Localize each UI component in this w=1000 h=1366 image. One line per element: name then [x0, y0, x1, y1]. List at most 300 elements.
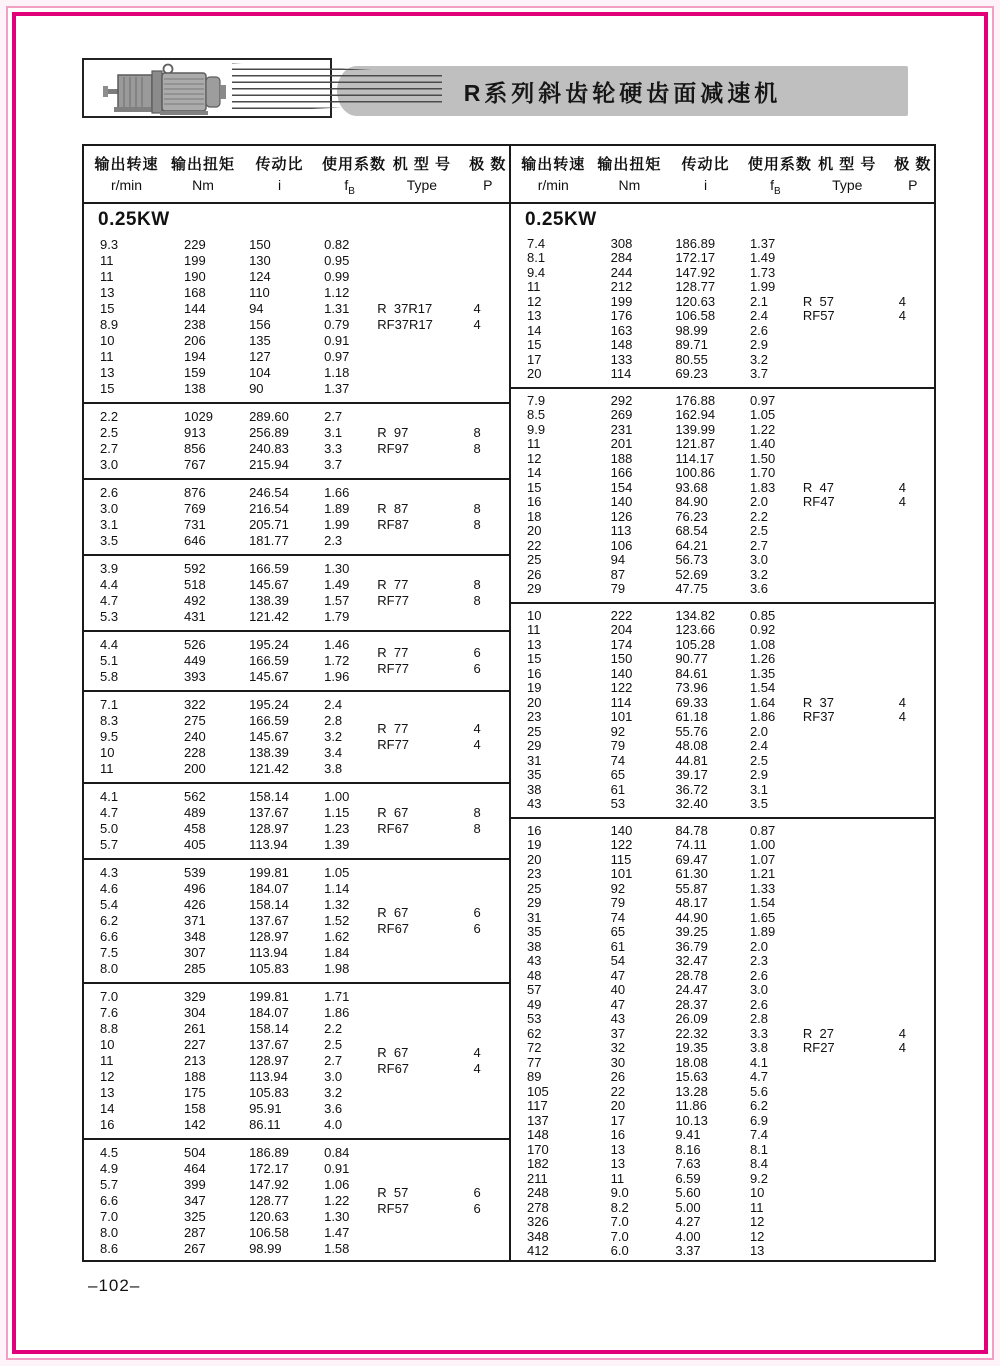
cell-output-torque: 37 [610, 1025, 626, 1041]
cell-service-factor: 1.30 [324, 560, 350, 576]
cell-output-torque: 347 [184, 1192, 206, 1208]
header-poles: 极 数 [469, 156, 507, 173]
cell-ratio: 246.54 [249, 484, 289, 500]
type-designations [377, 637, 466, 685]
cell-ratio: 4.27 [675, 1214, 701, 1230]
cell-output-speed: 4.7 [100, 804, 119, 820]
cell-ratio: 39.25 [675, 924, 708, 940]
cell-ratio: 18.08 [675, 1054, 708, 1070]
cell-output-torque: 190 [184, 268, 206, 284]
cell-service-factor: 1.00 [749, 837, 776, 853]
cell-output-torque: 79 [610, 895, 626, 911]
cell-output-speed: 11 [527, 436, 541, 452]
cell-service-factor: 5.6 [749, 1083, 769, 1099]
poles-values [467, 1145, 510, 1257]
cell-output-speed: 14 [527, 465, 542, 481]
cell-output-speed: 4.3 [100, 864, 119, 880]
type-designation: RF37 [802, 709, 835, 725]
cell-output-torque: 92 [610, 723, 626, 739]
cell-ratio: 113.94 [249, 836, 288, 852]
cell-output-torque: 399 [184, 1176, 206, 1192]
cell-ratio: 215.94 [249, 456, 289, 472]
poles-values [467, 697, 510, 777]
cell-ratio: 13.28 [675, 1083, 708, 1099]
cell-output-speed: 29 [527, 895, 542, 911]
cell-ratio: 195.24 [249, 696, 289, 712]
cell-ratio: 47.75 [675, 581, 708, 597]
cell-output-torque: 731 [184, 516, 206, 532]
cell-output-torque: 140 [610, 494, 633, 510]
cell-output-speed: 12 [527, 293, 542, 309]
cell-ratio: 172.17 [675, 250, 716, 266]
cell-ratio: 22.32 [675, 1025, 708, 1041]
cell-ratio: 145.67 [249, 668, 289, 684]
cell-output-torque: 464 [184, 1160, 206, 1176]
cell-service-factor: 2.3 [324, 532, 343, 548]
cell-service-factor: 4.7 [749, 1069, 769, 1085]
cell-output-speed: 10 [527, 607, 542, 623]
cell-output-torque: 26 [610, 1069, 626, 1085]
type-designations [803, 237, 892, 382]
cell-service-factor: 3.8 [324, 760, 343, 776]
type-designations [803, 609, 892, 812]
poles-count: 4 [898, 494, 906, 510]
cell-output-speed: 16 [100, 1116, 115, 1132]
cell-output-speed: 2.7 [100, 440, 119, 456]
cell-output-torque: 40 [610, 982, 626, 998]
cell-service-factor: 3.2 [324, 728, 343, 744]
cell-service-factor: 1.58 [324, 1240, 350, 1256]
cell-output-torque: 646 [184, 532, 206, 548]
cell-output-torque: 65 [610, 767, 626, 783]
cell-output-torque: 6.0 [610, 1243, 629, 1259]
cell-ratio: 98.99 [675, 322, 708, 338]
cell-output-speed: 13 [100, 284, 115, 300]
cell-output-speed: 5.3 [100, 608, 119, 624]
type-designation: R 97 [377, 424, 409, 440]
cell-service-factor: 1.12 [324, 284, 350, 300]
cell-ratio: 95.91 [249, 1100, 282, 1116]
cell-output-torque: 61 [610, 938, 626, 954]
cell-output-torque: 504 [184, 1144, 206, 1160]
spec-rows [84, 1145, 377, 1257]
cell-output-torque: 371 [184, 912, 206, 928]
cell-output-speed: 8.0 [100, 1224, 119, 1240]
spec-block [84, 690, 509, 782]
cell-output-speed: 11 [527, 279, 541, 295]
header-model-type: 机 型 号 [392, 156, 452, 173]
cell-service-factor: 1.40 [749, 436, 776, 452]
poles-count: 8 [473, 804, 481, 820]
cell-service-factor: 1.39 [324, 836, 350, 852]
cell-ratio: 128.97 [249, 820, 289, 836]
spec-block [84, 858, 509, 982]
cell-ratio: 32.40 [675, 796, 708, 812]
type-designation: R 27 [802, 1025, 834, 1041]
cell-service-factor: 3.1 [749, 781, 769, 797]
spec-block [511, 232, 934, 387]
cell-ratio: 98.99 [249, 1240, 282, 1256]
spec-blocks-left [84, 232, 509, 1260]
cell-output-speed: 5.0 [100, 820, 119, 836]
cell-service-factor: 1.73 [749, 264, 776, 280]
spec-rows [84, 637, 377, 685]
cell-output-speed: 72 [527, 1040, 542, 1056]
cell-ratio: 186.89 [249, 1144, 289, 1160]
cell-ratio: 6.59 [675, 1170, 701, 1186]
cell-output-torque: 199 [610, 293, 633, 309]
poles-count: 4 [898, 308, 906, 324]
cell-ratio: 199.81 [249, 988, 289, 1004]
unit-service-factor: $f_B$ [770, 177, 781, 197]
poles-count: 8 [473, 516, 481, 532]
cell-service-factor: 1.06 [324, 1176, 350, 1192]
type-designation: R 67 [377, 1044, 409, 1060]
header-row-chinese [84, 153, 509, 174]
cell-output-torque: 267 [184, 1240, 206, 1256]
cell-output-speed: 13 [100, 364, 115, 380]
type-designation: R 77 [377, 644, 409, 660]
cell-output-torque: 79 [610, 581, 626, 597]
cell-ratio: 199.81 [249, 864, 289, 880]
cell-output-torque: 138 [184, 380, 206, 396]
cell-service-factor: 1.83 [749, 479, 776, 495]
cell-output-torque: 492 [184, 592, 206, 608]
cell-service-factor: 1.26 [749, 651, 776, 667]
cell-output-torque: 11 [610, 1170, 625, 1186]
cell-output-torque: 114 [610, 694, 632, 710]
cell-output-speed: 18 [527, 508, 542, 524]
cell-output-torque: 8.2 [610, 1199, 629, 1215]
poles-values [467, 989, 510, 1133]
type-designation: RF87 [377, 516, 410, 532]
cell-output-speed: 7.0 [100, 988, 119, 1004]
table-header-right [511, 146, 934, 204]
poles-count: 8 [473, 820, 481, 836]
cell-output-speed: 9.9 [527, 421, 546, 437]
cell-ratio: 127 [249, 348, 271, 364]
cell-ratio: 105.28 [675, 636, 716, 652]
cell-output-speed: 31 [527, 909, 542, 925]
cell-service-factor: 1.15 [324, 804, 350, 820]
cell-output-torque: 405 [184, 836, 206, 852]
cell-ratio: 128.97 [249, 1052, 289, 1068]
cell-ratio: 80.55 [675, 351, 708, 367]
cell-output-speed: 182 [527, 1156, 549, 1172]
cell-ratio: 48.08 [675, 738, 708, 754]
cell-output-torque: 140 [610, 665, 633, 681]
cell-output-speed: 25 [527, 880, 542, 896]
page-frame-inner [12, 12, 988, 1354]
cell-output-torque: 201 [610, 436, 633, 452]
cell-output-torque: 489 [184, 804, 206, 820]
cell-ratio: 55.76 [675, 723, 708, 739]
header-model-type: 机 型 号 [818, 156, 877, 173]
cell-ratio: 44.90 [675, 909, 708, 925]
cell-output-speed: 8.6 [100, 1240, 119, 1256]
cell-service-factor: 2.9 [749, 337, 769, 353]
cell-ratio: 105.83 [249, 1084, 289, 1100]
cell-output-torque: 175 [184, 1084, 206, 1100]
cell-output-torque: 176 [610, 308, 633, 324]
cell-ratio: 105.83 [249, 960, 289, 976]
cell-output-torque: 126 [610, 508, 633, 524]
cell-output-speed: 8.5 [527, 407, 546, 423]
cell-ratio: 86.11 [249, 1116, 281, 1132]
cell-ratio: 137.67 [249, 804, 289, 820]
unit-ratio: i [704, 177, 708, 193]
cell-output-speed: 15 [527, 479, 542, 495]
cell-service-factor: 3.2 [324, 1084, 343, 1100]
poles-count: 4 [473, 720, 481, 736]
cell-output-torque: 231 [610, 421, 633, 437]
cell-ratio: 121.87 [675, 436, 716, 452]
cell-service-factor: 3.7 [749, 366, 769, 382]
unit-poles: P [483, 177, 493, 193]
cell-output-speed: 31 [527, 752, 542, 768]
cell-service-factor: 8.4 [749, 1156, 769, 1172]
cell-output-torque: 32 [610, 1040, 626, 1056]
cell-ratio: 94 [249, 300, 264, 316]
header-poles: 极 数 [894, 156, 932, 173]
cell-ratio: 76.23 [675, 508, 708, 524]
cell-ratio: 36.79 [675, 938, 708, 954]
cell-ratio: 134.82 [675, 607, 716, 623]
cell-service-factor: 13 [749, 1243, 765, 1259]
spec-block [84, 478, 509, 554]
spec-rows [511, 609, 803, 812]
cell-output-speed: 15 [527, 337, 542, 353]
cell-output-torque: 144 [184, 300, 206, 316]
cell-output-torque: 74 [610, 909, 626, 925]
cell-ratio: 150 [249, 236, 271, 252]
unit-torque: Nm [192, 177, 214, 193]
cell-service-factor: 1.46 [324, 636, 350, 652]
cell-service-factor: 2.8 [324, 712, 343, 728]
poles-values [892, 394, 934, 597]
type-designations [377, 989, 466, 1133]
cell-output-speed: 62 [527, 1025, 542, 1041]
cell-output-torque: 856 [184, 440, 206, 456]
poles-count: 6 [473, 644, 481, 660]
cell-output-speed: 4.9 [100, 1160, 119, 1176]
cell-ratio: 9.41 [675, 1127, 701, 1143]
cell-output-torque: 158 [184, 1100, 206, 1116]
cell-output-speed: 11 [100, 1052, 114, 1068]
cell-ratio: 113.94 [249, 1068, 288, 1084]
spec-rows [84, 697, 377, 777]
cell-output-torque: 22 [610, 1083, 626, 1099]
spec-block [84, 982, 509, 1138]
cell-output-speed: 16 [527, 822, 542, 838]
cell-service-factor: 1.00 [324, 788, 350, 804]
gearmotor-photo-icon [102, 63, 232, 117]
cell-output-speed: 43 [527, 953, 542, 969]
cell-output-torque: 269 [610, 407, 633, 423]
type-designation: RF47 [802, 494, 835, 510]
poles-values [467, 485, 510, 549]
spec-table [82, 144, 936, 1262]
type-designation: RF77 [377, 736, 410, 752]
cell-service-factor: 0.91 [324, 332, 350, 348]
spec-rows [84, 789, 377, 853]
unit-ratio: i [277, 177, 282, 193]
cell-output-torque: 913 [184, 424, 206, 440]
cell-service-factor: 7.4 [749, 1127, 769, 1143]
type-designations [377, 237, 466, 397]
cell-output-torque: 213 [184, 1052, 206, 1068]
cell-ratio: 184.07 [249, 880, 289, 896]
cell-output-torque: 30 [610, 1054, 626, 1070]
cell-service-factor: 3.3 [749, 1025, 769, 1041]
cell-output-speed: 14 [527, 322, 542, 338]
cell-output-torque: 168 [184, 284, 206, 300]
cell-output-torque: 212 [610, 279, 633, 295]
cell-output-torque: 106 [610, 537, 633, 553]
cell-service-factor: 3.0 [749, 552, 769, 568]
cell-ratio: 106.58 [249, 1224, 289, 1240]
cell-output-torque: 229 [184, 236, 206, 252]
cell-output-speed: 43 [527, 796, 542, 812]
cell-output-torque: 222 [610, 607, 633, 623]
poles-values [467, 789, 510, 853]
spec-block [84, 630, 509, 690]
poles-count: 4 [898, 1040, 906, 1056]
cell-output-torque: 159 [184, 364, 206, 380]
cell-output-torque: 200 [184, 760, 206, 776]
cell-output-speed: 9.5 [100, 728, 119, 744]
cell-output-speed: 25 [527, 552, 542, 568]
cell-output-speed: 8.0 [100, 960, 119, 976]
cell-output-torque: 79 [610, 738, 626, 754]
type-designation: RF27 [802, 1040, 835, 1056]
cell-service-factor: 1.05 [749, 407, 776, 423]
unit-type: Type [832, 177, 863, 193]
cell-output-speed: 9.4 [527, 264, 546, 280]
cell-output-speed: 8.1 [527, 250, 546, 266]
poles-count: 8 [473, 576, 481, 592]
cell-ratio: 19.35 [675, 1040, 708, 1056]
cell-output-speed: 25 [527, 723, 542, 739]
poles-values [467, 409, 510, 473]
cell-output-speed: 11 [100, 760, 114, 776]
type-designations [803, 394, 892, 597]
cell-output-torque: 13 [610, 1156, 626, 1172]
type-designation: R 37R17 [377, 300, 433, 316]
cell-ratio: 73.96 [675, 680, 708, 696]
poles-count: 4 [898, 694, 906, 710]
cell-service-factor: 1.33 [749, 880, 776, 896]
poles-values [467, 561, 510, 625]
cell-output-speed: 11 [100, 268, 114, 284]
cell-output-torque: 142 [184, 1116, 206, 1132]
cell-service-factor: 1.37 [324, 380, 350, 396]
cell-output-speed: 3.1 [100, 516, 119, 532]
cell-ratio: 68.54 [675, 523, 708, 539]
cell-output-speed: 17 [527, 351, 542, 367]
cell-service-factor: 2.4 [749, 738, 769, 754]
cell-ratio: 184.07 [249, 1004, 289, 1020]
cell-output-speed: 7.6 [100, 1004, 119, 1020]
cell-service-factor: 2.4 [324, 696, 343, 712]
table-header-left [84, 146, 509, 204]
cell-ratio: 28.78 [675, 967, 708, 983]
cell-output-speed: 20 [527, 851, 542, 867]
unit-service-factor: $f_B$ [344, 177, 355, 197]
cell-output-torque: 238 [184, 316, 206, 332]
cell-output-speed: 8.9 [100, 316, 119, 332]
cell-output-torque: 133 [610, 351, 633, 367]
power-section-label: 0.25KW [98, 208, 170, 230]
cell-service-factor: 1.52 [324, 912, 350, 928]
cell-output-torque: 122 [610, 680, 633, 696]
header-output-torque: 输出扭矩 [170, 156, 235, 173]
cell-service-factor: 9.2 [749, 1170, 769, 1186]
cell-output-torque: 13 [610, 1141, 626, 1157]
cell-ratio: 61.18 [675, 709, 708, 725]
cell-ratio: 256.89 [249, 424, 289, 440]
cell-ratio: 74.11 [675, 837, 707, 853]
cell-output-torque: 767 [184, 456, 206, 472]
cell-output-speed: 53 [527, 1011, 542, 1027]
poles-count: 4 [473, 300, 481, 316]
cell-output-speed: 8.3 [100, 712, 119, 728]
cell-service-factor: 1.79 [324, 608, 350, 624]
cell-service-factor: 2.6 [749, 322, 769, 338]
cell-output-torque: 526 [184, 636, 206, 652]
cell-service-factor: 3.6 [749, 581, 769, 597]
unit-speed: r/min [537, 177, 569, 193]
cell-output-speed: 7.0 [100, 1208, 119, 1224]
spec-block [84, 782, 509, 858]
poles-values [892, 609, 934, 812]
header-service-factor: 使用系数 [747, 156, 812, 173]
type-designation: RF77 [377, 660, 410, 676]
poles-values [467, 637, 510, 685]
cell-output-speed: 29 [527, 581, 542, 597]
cell-service-factor: 2.5 [749, 523, 769, 539]
cell-output-speed: 35 [527, 767, 542, 783]
cell-service-factor: 0.87 [749, 822, 776, 838]
cell-output-speed: 12 [527, 450, 542, 466]
cell-output-torque: 518 [184, 576, 206, 592]
cell-ratio: 147.92 [675, 264, 716, 280]
poles-count: 4 [898, 293, 906, 309]
poles-count: 6 [473, 1184, 481, 1200]
cell-ratio: 4.00 [675, 1228, 701, 1244]
cell-output-torque: 53 [610, 796, 626, 812]
cell-ratio: 186.89 [675, 235, 716, 251]
cell-output-speed: 2.2 [100, 408, 119, 424]
cell-output-torque: 150 [610, 651, 633, 667]
cell-ratio: 121.42 [249, 760, 289, 776]
cell-service-factor: 3.6 [324, 1100, 343, 1116]
page-footer [82, 1276, 936, 1296]
cell-output-speed: 38 [527, 938, 542, 954]
cell-service-factor: 1.07 [749, 851, 776, 867]
cell-output-torque: 47 [610, 996, 626, 1012]
cell-output-torque: 275 [184, 712, 206, 728]
cell-ratio: 156 [249, 316, 271, 332]
cell-output-torque: 9.0 [610, 1185, 629, 1201]
cell-service-factor: 1.31 [324, 300, 350, 316]
cell-output-torque: 20 [610, 1098, 626, 1114]
cell-service-factor: 0.97 [324, 348, 350, 364]
cell-output-torque: 194 [184, 348, 206, 364]
cell-output-torque: 101 [610, 709, 633, 725]
cell-output-torque: 148 [610, 337, 633, 353]
cell-ratio: 137.67 [249, 1036, 289, 1052]
